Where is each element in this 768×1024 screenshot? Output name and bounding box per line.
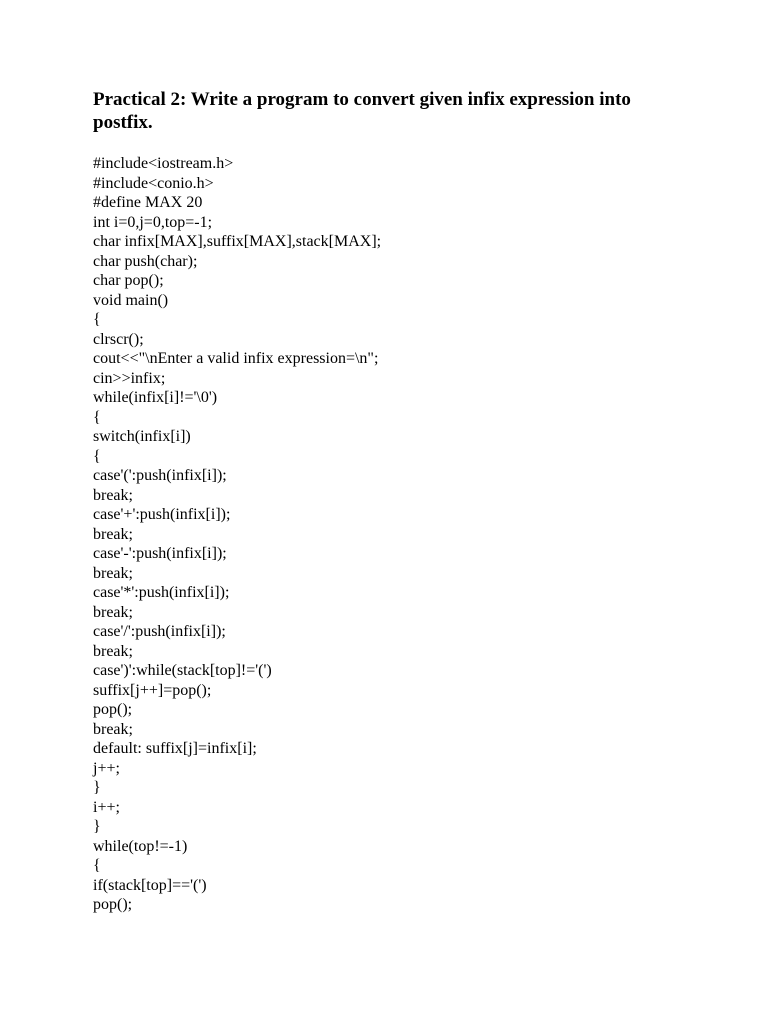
code-line: i++; — [93, 798, 120, 816]
code-line: case'+':push(infix[i]); — [93, 506, 231, 523]
code-line: { — [93, 857, 101, 874]
code-line: case')':while(stack[top]!='(') — [93, 662, 272, 679]
code-line: while(infix[i]!='\0') — [93, 389, 218, 406]
code-line: { — [93, 408, 101, 426]
code-line: case'/':push(infix[i]); — [93, 623, 226, 640]
code-listing — [93, 154, 381, 915]
code-line: void main() — [93, 291, 169, 309]
code-line: pop(); — [93, 896, 133, 913]
code-line: break; — [93, 525, 133, 543]
code-line: suffix[j++]=pop(); — [93, 681, 212, 699]
code-line: switch(infix[i]) — [93, 428, 191, 445]
code-line: { — [93, 447, 101, 465]
code-line: clrscr(); — [93, 330, 144, 348]
code-line: #include<conio.h> — [93, 174, 214, 192]
code-line: case'(':push(infix[i]); — [93, 467, 227, 484]
code-line: pop(); — [93, 701, 133, 718]
code-line: break; — [93, 564, 133, 582]
code-line: break; — [93, 720, 133, 738]
code-line: cin>>infix; — [93, 369, 166, 387]
code-line: { — [93, 311, 101, 328]
code-line: #include<iostream.h> — [93, 155, 234, 172]
code-line: break; — [93, 603, 133, 621]
code-line: } — [93, 779, 101, 796]
code-line: } — [93, 818, 101, 835]
code-line: char pop(); — [93, 272, 164, 289]
code-line: case'*':push(infix[i]); — [93, 584, 230, 601]
code-line: cout<<"\nEnter a valid infix expression=\n"; — [93, 350, 379, 367]
code-line: if(stack[top]=='(') — [93, 876, 207, 894]
code-line: char push(char); — [93, 252, 198, 270]
code-line: #define MAX 20 — [93, 194, 203, 211]
code-line: break; — [93, 486, 133, 504]
code-line: j++; — [93, 759, 120, 777]
code-line: default: suffix[j]=infix[i]; — [93, 740, 257, 757]
page-title: Practical 2: Write a program to convert given infix expression into postfix. — [93, 89, 631, 133]
code-line: break; — [93, 642, 133, 660]
code-line: char infix[MAX],suffix[MAX],stack[MAX]; — [93, 233, 382, 250]
code-line: int i=0,j=0,top=-1; — [93, 213, 213, 231]
code-line: while(top!=-1) — [93, 837, 188, 855]
code-line: case'-':push(infix[i]); — [93, 545, 227, 562]
